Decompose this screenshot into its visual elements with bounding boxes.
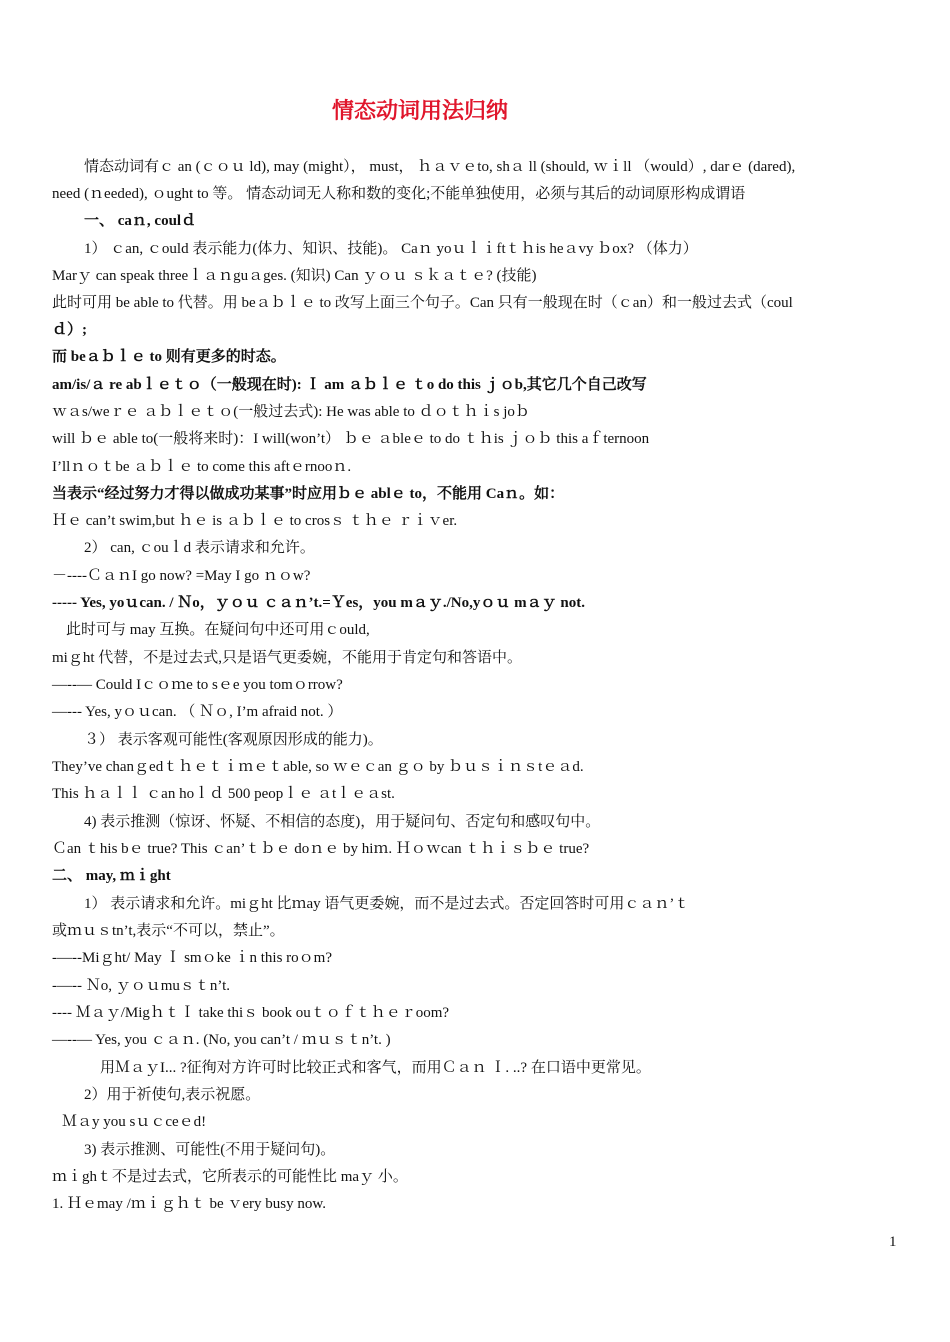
- paragraph-line: 1. Ｈｅmay /ｍｉｇｈｔ be ｖery busy now.: [52, 1196, 326, 1212]
- paragraph-line: 用ＭａｙI... ?征徇对方许可时比较正式和客气，而用Ｃａｎ Ｉ. ..? 在口语中更常见。: [100, 1060, 651, 1076]
- paragraph-line: 情态动词有ｃ an (ｃｏｕ ld), may (might）， must， ｈａｖｅto, shａ ll (should, ｗｉll （would）, darｅ (dared),: [84, 159, 796, 175]
- paragraph-line: －----ＣａｎI go now? =May I go ｎｏw?: [52, 568, 311, 584]
- paragraph-line: They’ve chanｇedｔｈｅｔｉｍｅｔable, so ｗｅｃan ｇｏ by ｂｕｓｉｎｓtｅａd.: [52, 759, 584, 775]
- paragraph-line: 而 beａｂｌｅ to 则有更多的时态。: [52, 349, 286, 365]
- paragraph-line: need (ｎeeded), ｏught to 等。 情态动词无人称和数的变化;不能单独使用，必须与其后的动词原形构成谓语: [52, 186, 746, 202]
- paragraph-line: 1） ｃan, ｃould 表示能力(体力、知识、技能)。 Caｎ yoｕｌｉftｔｈis heａvy ｂox? （体力）: [84, 241, 698, 257]
- paragraph-line: 3) 表示推测、可能性(不用于疑问句)。: [84, 1142, 336, 1158]
- paragraph-line: -—-- Ｎo, ｙｏｕmuｓｔn’t.: [52, 978, 231, 994]
- section-heading: 一、 caｎ, coulｄ: [84, 213, 197, 229]
- page-number: 1: [889, 1234, 897, 1250]
- paragraph-line: 2）用于祈使句,表示祝愿。: [84, 1087, 261, 1103]
- paragraph-line: ｍｉghｔ不是过去式，它所表示的可能性比 maｙ 小。: [52, 1169, 408, 1185]
- paragraph-line: ３） 表示客观可能性(客观原因形成的能力)。: [84, 732, 383, 748]
- paragraph-line: Ｈｅ can’t swim,but ｈｅ is ａｂｌｅ to crosｓ ｔｈｅ ｒｉｖer.: [52, 513, 458, 529]
- paragraph-line: miｇht 代替，不是过去式,只是语气更委婉，不能用于肯定句和答语中。: [52, 650, 523, 666]
- paragraph-line: ｄ）;: [52, 322, 87, 338]
- paragraph-line: —--— Could Iｃｏｍe to sｅe you tomｏrrow?: [52, 677, 343, 693]
- paragraph-line: 4) 表示推测（惊讶、怀疑、不相信的态度)，用于疑问句、否定句和感叹句中。: [84, 814, 601, 830]
- paragraph-line: 此时可与 may 互换。在疑问句中还可用ｃould,: [66, 622, 370, 638]
- paragraph-line: Ｍａy you sｕｃceｅd!: [62, 1114, 207, 1130]
- paragraph-line: 1） 表示请求和允许。miｇht 比ｍay 语气更委婉，而不是过去式。否定回答时可用ｃａｎ’ｔ: [84, 896, 690, 912]
- paragraph-line: —--— Yes, you ｃａｎ. (No, you can’t / ｍｕｓｔn’t. ): [52, 1032, 391, 1048]
- paragraph-line: am/is/ａ re abｌｅｔｏ（一般现在时): Ｉ am ａｂｌｅ ｔo do this ｊｏb,其它几个自己改写: [52, 377, 647, 393]
- paragraph-line: will ｂｅ able to(一般将来时)：I will(won’t） ｂｅ ａbleｅ to do ｔｈis ｊｏｂ this aｆternoon: [52, 431, 650, 447]
- paragraph-line: 此时可用 be able to 代替。用 beａｂｌｅ to 改写上面三个句子。Can 只有一般现在时（ｃan）和一般过去式（coul: [52, 295, 793, 311]
- paragraph-line: 当表示“经过努力才得以做成功某事”时应用ｂｅ ablｅ to，不能用 Caｎ。如：: [52, 486, 565, 502]
- paragraph-line: ----- Yes, yoｕcan. / Ｎo，ｙｏｕ ｃａｎ’t.=Ｙes，you mａｙ./No,yｏｕ mａｙ not.: [52, 595, 585, 611]
- paragraph-line: I’llｎｏｔbe ａｂｌｅ to come this aftｅrnooｎ.: [52, 459, 352, 475]
- paragraph-line: ---- Ｍａｙ/MigｈｔＩ take thiｓ book ouｔｏｆｔｈｅｒoom?: [52, 1005, 450, 1021]
- paragraph-line: Ｃan ｔhis bｅ true? This ｃan’ｔｂｅ doｎｅ by hiｍ. Ｈｏｗcan ｔｈｉｓｂｅ true?: [52, 841, 590, 857]
- paragraph-line: -—--Miｇht/ May Ｉ smｏke ｉn this roｏm?: [52, 950, 332, 966]
- paragraph-line: Marｙ can speak threeｌａｎguａges. (知识) Can ｙｏｕ ｓｋａｔｅ? (技能): [52, 268, 537, 284]
- paragraph-line: 或ｍｕｓtn’t,表示“不可以，禁止”。: [52, 923, 285, 939]
- paragraph-line: ｗａs/weｒｅ ａｂｌｅｔｏ(一般过去式): He was able to ｄｏｔｈｉs joｂ: [52, 404, 530, 420]
- paragraph-line: 2） can, ｃouｌd 表示请求和允许。: [84, 540, 315, 556]
- document-title: 情态动词用法归纳: [331, 99, 508, 124]
- paragraph-line: This ｈａｌｌ ｃan hoｌｄ 500 peopｌｅ ａtｌｅａst.: [52, 786, 395, 802]
- section-heading: 二、 may, ｍｉght: [52, 868, 171, 884]
- paragraph-line: —--- Yes, yｏｕcan. （ Ｎｏ, I’m afraid not. ）: [52, 704, 343, 720]
